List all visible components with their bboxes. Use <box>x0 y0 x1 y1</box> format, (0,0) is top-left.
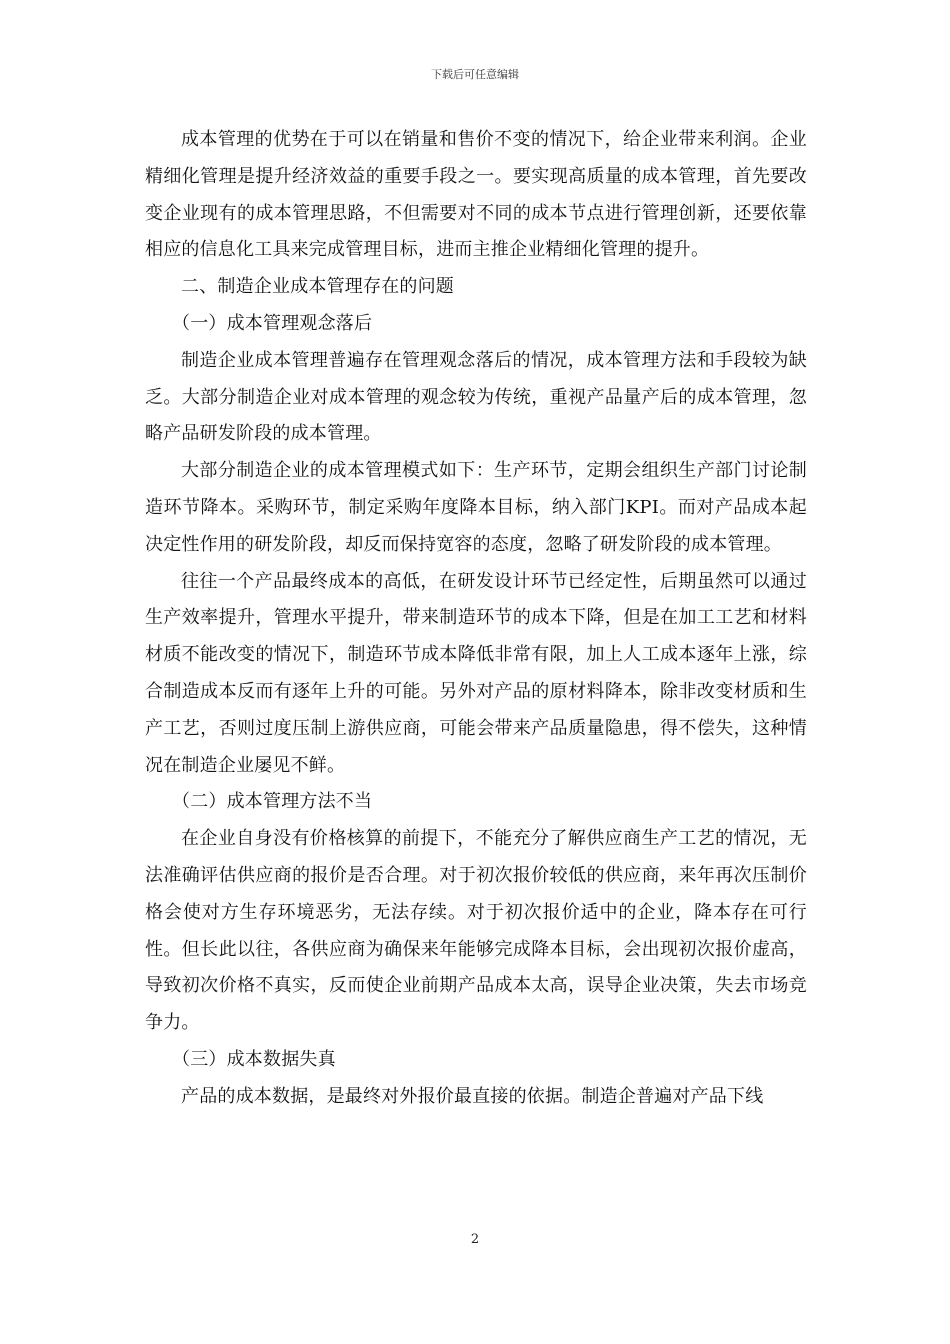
subsection-heading-concept: （一）成本管理观念落后 <box>172 312 373 334</box>
subsection-heading-data: （三）成本数据失真 <box>172 1048 336 1070</box>
subsection-heading-method: （二）成本管理方法不当 <box>172 791 373 813</box>
paragraph-concept-outdated: 制造企业成本管理普遍存在管理观念落后的情况，成本管理方法和手段较为缺乏。大部分制造企业对成本管理的观念较为传统，重视产品量产后的成本管理，忽略产品研发阶段的成本管理。 <box>145 349 807 445</box>
paragraph-supplier-pricing: 在企业自身没有价格核算的前提下，不能充分了解供应商生产工艺的情况，无法准确评估供应商的报价是否合理。对于初次报价较低的供应商，来年再次压制价格会使对方生存环境恶劣，无法存续。对于初次报价适中的企业，降本存在可行性。但长此以往，各供应商为确保来年能够完成降本目标，会出现初次报价虚高，导致初次价格不真实，反而使企业前期产品成本太高，误导企业决策，失去市场竞争力。 <box>145 828 807 1034</box>
paragraph-cost-data: 产品的成本数据，是最终对外报价最直接的依据。制造企普遍对产品下线 <box>181 1085 764 1107</box>
section-heading-problems: 二、制造企业成本管理存在的问题 <box>181 276 454 298</box>
paragraph-cost-advantage: 成本管理的优势在于可以在销量和售价不变的情况下，给企业带来利润。企业精细化管理是提升经济效益的重要手段之一。要实现高质量的成本管理，首先要改变企业现有的成本管理思路，不但需要对不同的成本节点进行管理创新，还要依靠相应的信息化工具来完成管理目标，进而主推企业精细化管理的提升。 <box>145 129 807 261</box>
page-header: 下载后可任意编辑 <box>431 68 519 81</box>
page-number: 2 <box>470 1232 480 1247</box>
document-body <box>145 122 807 1116</box>
paragraph-rd-cost: 往往一个产品最终成本的高低，在研发设计环节已经定性，后期虽然可以通过生产效率提升，管理水平提升，带来制造环节的成本下降，但是在加工工艺和材料材质不能改变的情况下，制造环节成本降低非常有限，加上人工成本逐年上涨，综合制造成本反而有逐年上升的可能。另外对产品的原材料降本，除非改变材质和生产工艺，否则过度压制上游供应商，可能会带来产品质量隐患，得不偿失，这种情况在制造企业屡见不鲜。 <box>145 570 807 776</box>
paragraph-management-mode: 大部分制造企业的成本管理模式如下：生产环节，定期会组织生产部门讨论制造环节降本。采购环节，制定采购年度降本目标，纳入部门KPI。而对产品成本起决定性作用的研发阶段，却反而保持宽容的态度，忽略了研发阶段的成本管理。 <box>145 460 807 555</box>
